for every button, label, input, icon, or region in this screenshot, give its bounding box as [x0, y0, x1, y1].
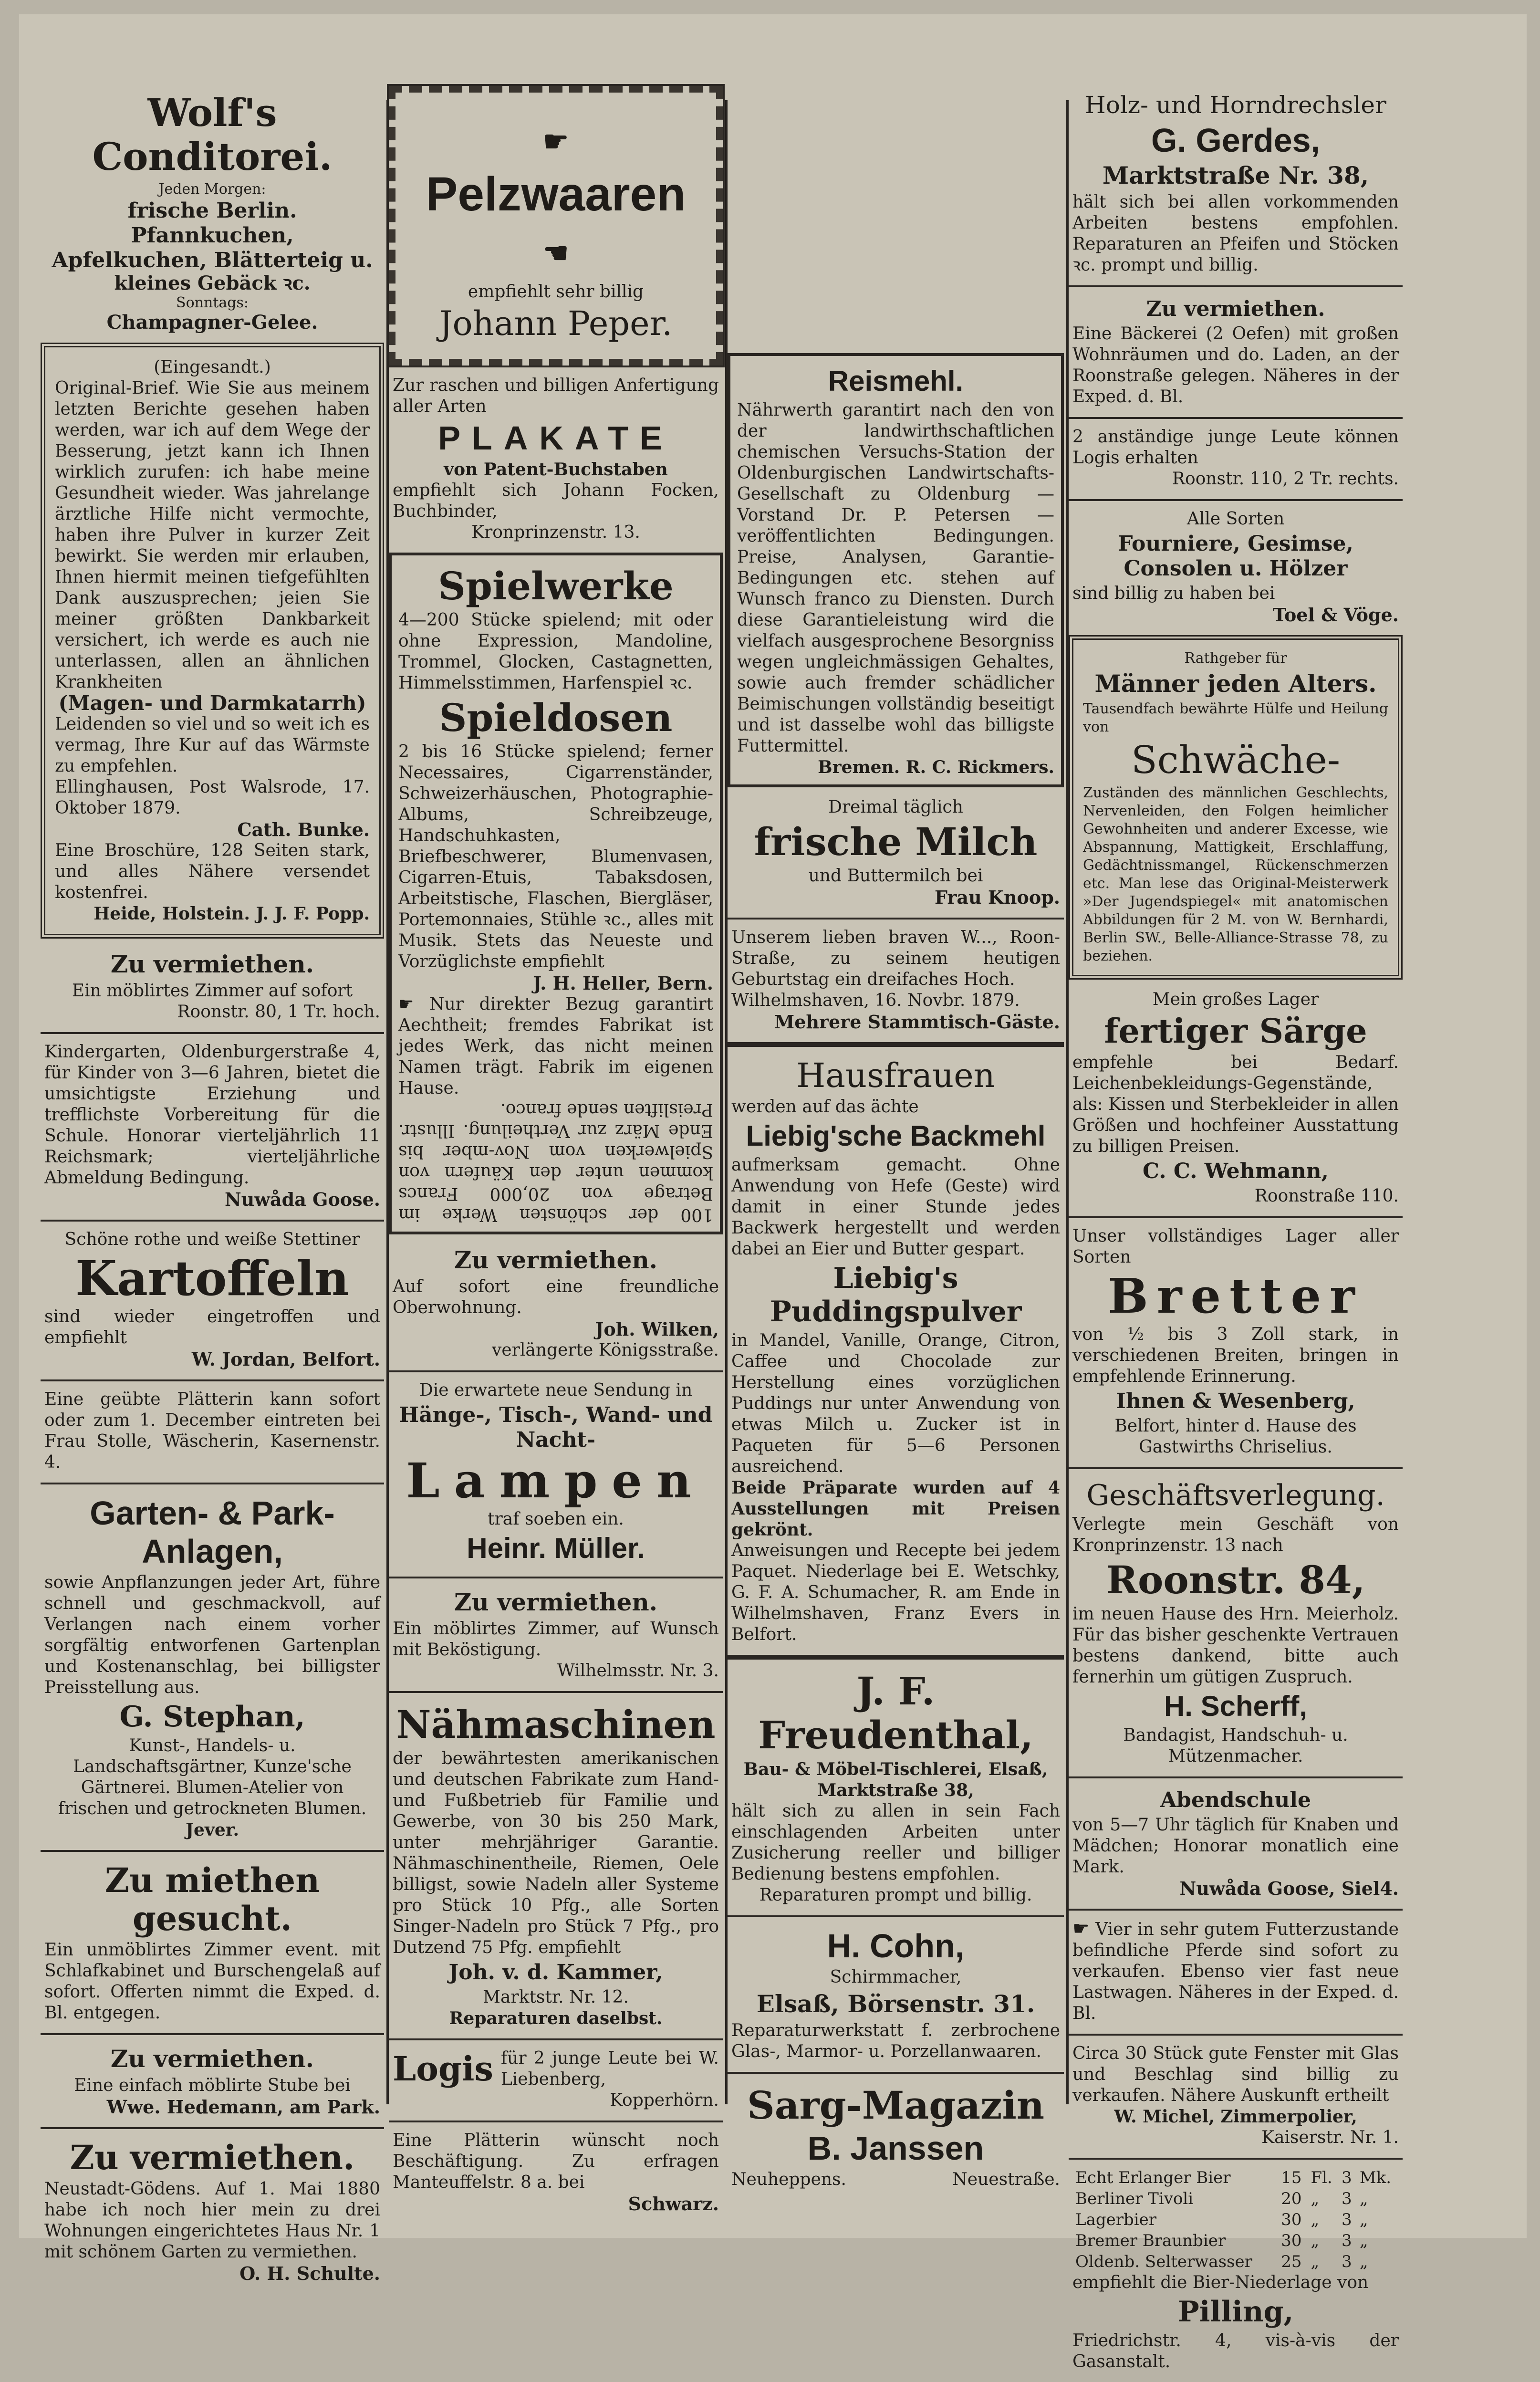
ad-miethen-gesucht: Zu miethen gesucht. Ein unmöblirtes Zimmer event. mit Schlafkabinet und Burschengelaß auf sofort. Offerten nimmt die Exped. d. Bl. entgegen.	[44, 1860, 380, 2023]
pointing-hand-icon: ☚	[543, 237, 569, 269]
ad-liebig: Hausfrauen werden auf das ächte Liebig'sche Backmehl aufmerksam gemacht. Ohne Anwendung von Hefe (Geste) wird damit in einer Stunde jedes Backwerk hergestellt und werden dabei an Eier und Butter gespart. Liebig's Puddingspulver in Mandel, Vanille, Orange, Citron, Caffee und Chocolade zur Herstellung eines vorzüglichen Puddings nur unter Anwendung von etwas Milch u. Zucker ist in Paqueten für 5—6 Personen ausreichend. Beide Präparate wurden auf 4 Ausstellungen mit Preisen gekrönt. Anweisungen und Recepte bei jedem Paquet. Niederlage bei E. Wetschky, G. F. A. Schumacher, R. am Ende in Wilhelmshaven, Franz Evers in Belfort.	[731, 1056, 1060, 1644]
ad-lampen: Die erwartete neue Sendung in Hänge-, Tisch-, Wand- und Nacht- Lampen traf soeben ein. Heinr. Müller.	[399, 1380, 713, 1564]
pointing-hand-icon: ☛	[543, 125, 569, 157]
price-cell: „	[1359, 2252, 1368, 2271]
ad-freudenthal: J. F. Freudenthal, Bau- & Möbel-Tischlerei, Elsaß, Marktstraße 38, hält sich zu allen in sein Fach einschlagenden Arbeiten unter Zusicherung reeller und billiger Bedienung bestens empfohlen. Reparaturen prompt und billig.	[731, 1669, 1060, 1905]
pointing-hand-icon: ☛	[398, 994, 414, 1014]
price-cell: 30	[1281, 2231, 1302, 2250]
ad-rent-6: Zu vermiethen. Eine Bäckerei (2 Oefen) mit großen Wohnräumen und do. Laden, an der Roonstraße gelegen. Näheres in der Exped. d. Bl.	[1072, 297, 1399, 407]
price-cell: Bremer Braunbier	[1075, 2231, 1226, 2250]
column-1	[41, 86, 384, 2294]
price-row	[1072, 2209, 1399, 2230]
price-cell: Fl.	[1311, 2168, 1332, 2187]
price-cell: 15	[1281, 2168, 1302, 2187]
price-cell: Echt Erlanger Bier	[1075, 2168, 1231, 2187]
ad-plaetterin-2: Eine Plätterin wünscht noch Beschäftigung. Zu erfragen Manteuffelstr. 8 a. bei Schwarz.	[393, 2131, 719, 2215]
ad-naehmaschinen: Nähmaschinen der bewährtesten amerikanischen und deutschen Fabrikate zum Hand- und Fußbetrieb für Familie und Gewerbe, von 30 bis 250 Mark, unter mehrjähriger Garantie. Nähmaschinentheile, Riemen, Oele billigst, sowie Nadeln aller Systeme pro Stück 10 Pfg., alle Sorten Singer-Nadeln pro Stück 7 Pfg., pro Dutzend 75 Pfg. empfiehlt Joh. v. d. Kammer, Marktstr. Nr. 12. Reparaturen daselbst.	[393, 1702, 719, 2028]
price-cell: 3	[1341, 2168, 1352, 2187]
upside-down-notice: 100 der schönsten Werke im Betrage von 20,000 Francs kommen unter den Käufern von Spielwerken vom Nov-mber bis Ende März zur Vertheilung. Illustr. Preisliften sende franco.	[398, 1100, 713, 1224]
price-cell: „	[1311, 2210, 1320, 2229]
ad-gerdes: Holz- und Horndrechsler G. Gerdes, Marktstraße Nr. 38, hält sich bei allen vorkommenden Arbeiten bestens empfohlen. Reparaturen an Pfeifen und Stöcken ꝛc. prompt und billig.	[1072, 91, 1399, 275]
column-4	[1069, 86, 1403, 2382]
ad-plaetterin: Eine geübte Plätterin kann sofort oder zum 1. December eintreten bei Frau Stolle, Wäscherin, Kasernenstr. 4.	[44, 1390, 380, 1472]
ad-rent-1: Zu vermiethen. Ein möblirtes Zimmer auf sofort Roonstr. 80, 1 Tr. hoch.	[72, 950, 380, 1022]
ad-bier-niederlage: Echt Erlanger Bier 15 Fl. 3 Mk. Berliner Tivoli 20 „ 3 „ Lagerbier 30 „ 3 „ Bremer Braunbier 30 „ 3 „ Oldenb. Selterwasser 25 „ 3 „ empfiehlt die Bier-Niederlage von Pilling, Friedrichstr. 4, vis-à-vis der Gasanstalt.	[1072, 2168, 1399, 2372]
price-cell: 3	[1341, 2231, 1352, 2250]
ad-fourniere: Alle Sorten Fourniere, Gesimse, Consolen u. Hölzer sind billig zu haben bei Toel & Vöge.	[1072, 509, 1399, 626]
ad-rent-3: Zu vermiethen. Neustadt-Gödens. Auf 1. Mai 1880 habe ich noch hier mein zu drei Wohnungen eingerichtetes Haus Nr. 1 mit schönem Garten zu vermiethen. O. H. Schulte.	[44, 2138, 380, 2284]
ad-saerge: Mein großes Lager fertiger Särge empfehle bei Bedarf. Leichenbekleidungs-Gegenstände, als: Kissen und Sterbekleider in allen Größen und hochfeiner Ausstattung zu billigen Preisen. C. C. Wehmann, Roonstraße 110.	[1072, 990, 1399, 1206]
ad-wolf-conditorei: Wolf's Conditorei. Jeden Morgen: frische Berlin. Pfannkuchen, Apfelkuchen, Blätterteig u. kleines Gebäck ꝛc. Sonntags: Champagner-Gelee.	[41, 86, 384, 336]
ad-kartoffeln: Schöne rothe und weiße Stettiner Kartoffeln sind wieder eingetroffen und empfiehlt W. Jordan, Belfort.	[44, 1230, 380, 1370]
price-cell: Berliner Tivoli	[1075, 2189, 1194, 2208]
ad-rent-2: Zu vermiethen. Eine einfach möblirte Stube bei Wwe. Hedemann, am Park.	[74, 2045, 380, 2118]
price-cell: „	[1311, 2231, 1320, 2250]
price-cell: „	[1359, 2189, 1368, 2208]
price-cell: „	[1311, 2252, 1320, 2271]
pointing-hand-icon: ☛	[1072, 1918, 1090, 1940]
price-cell: 3	[1341, 2189, 1352, 2208]
newspaper-page	[19, 14, 1527, 2372]
price-cell: „	[1311, 2189, 1320, 2208]
price-cell: Mk.	[1359, 2168, 1392, 2187]
ad-milch: Dreimal täglich frische Milch und Buttermilch bei Frau Knoop.	[754, 797, 1060, 908]
price-table	[1072, 2167, 1399, 2272]
ad-title: Wolf's Conditorei.	[92, 90, 333, 179]
price-cell: 20	[1281, 2189, 1302, 2208]
ad-rent-4: Zu vermiethen. Auf sofort eine freundliche Oberwohnung. Joh. Wilken, verlängerte Königsstraße.	[393, 1246, 719, 1360]
ad-geschaeftsverlegung: Geschäftsverlegung. Verlegte mein Geschäft von Kronprinzenstr. 13 nach Roonstr. 84, im neuen Hause des Hrn. Meierholz. Für das bisher geschenkte Vertrauen bestens dankend, bitte auch fernerhin um gütigen Zuspruch. H. Scherff, Bandagist, Handschuh- u. Mützenmacher.	[1072, 1479, 1399, 1766]
ad-logis: Logis für 2 junge Leute bei W. Liebenberg, Kopperhörn.	[393, 2048, 719, 2110]
price-cell: 25	[1281, 2252, 1302, 2271]
ad-fenster: Circa 30 Stück gute Fenster mit Glas und Beschlag sind billig zu verkaufen. Nähere Auskunft ertheilt W. Michel, Zimmerpolier, Kaiserstr. Nr. 1.	[1072, 2044, 1399, 2147]
ad-rent-5: Zu vermiethen. Ein möblirtes Zimmer, auf Wunsch mit Beköstigung. Wilhelmsstr. Nr. 3.	[393, 1588, 719, 1681]
ad-pelzwaaren: ☛ Pelzwaaren ☚ empfiehlt sehr billig Johann Peper.	[389, 86, 723, 366]
ad-birthday: Unserem lieben braven W..., Roon-Straße, zu seinem heutigen Geburtstag ein dreifaches Hoch. Wilhelmshaven, 16. Novbr. 1879. Mehrere Stammtisch-Gäste.	[731, 928, 1060, 1033]
price-cell: „	[1359, 2210, 1368, 2229]
price-cell: 3	[1341, 2252, 1352, 2271]
ad-spielwerke: Spielwerke 4—200 Stücke spielend; mit oder ohne Expression, Mandoline, Trommel, Glocken, Castagnetten, Himmelsstimmen, Harfenspiel ꝛc. Spieldosen 2 bis 16 Stücke spielend; ferner Necessaires, Cigarrenständer, Schweizerhäuschen, Photographie-Albums, Schreibzeuge, Handschuhkasten, Briefbeschwerer, Blumenvasen, Cigarren-Etuis, Tabaksdosen, Arbeitstische, Flaschen, Biergläser, Portemonnaies, Stühle ꝛc., alles mit Musik. Stets das Neueste und Vorzüglichste empfiehlt J. H. Heller, Bern. ☛ Nur direkter Bezug garantirt Aechtheit; fremdes Fabrikat ist jedes Werk, das nicht meinen Namen trägt. Fabrik im eigenen Hause. 100 der schönsten Werke im Betrage von 20,000 Francs kommen unter den Käufern von Spielwerken vom Nov-mber bis Ende März zur Vertheilung. Illustr. Preisliften sende franco.	[389, 553, 723, 1234]
price-cell: 30	[1281, 2210, 1302, 2229]
ad-pferde: ☛ Vier in sehr gutem Futterzustande befindliche Pferde sind sofort zu verkaufen. Ebenso vier fast neue Lastwagen. Näheres in der Exped. d. Bl.	[1072, 1918, 1399, 2023]
price-row	[1072, 2251, 1399, 2272]
ad-rathgeber: Rathgeber für Männer jeden Alters. Tausendfach bewährte Hülfe und Heilung von Schwäche- Zuständen des männlichen Geschlechts, Nervenleiden, den Folgen heimlicher Gewohnheiten und anderer Excesse, wie Abspannung, Mattigkeit, Erschlaffung, Gedächtnissmangel, Rückenschmerzen etc. Man lese das Original-Meisterwerk »Der Jugendspiegel« mit anatomischen Abbildungen für 2 M. von W. Bernhardi, Berlin SW., Belle-Alliance-Strasse 78, zu beziehen.	[1069, 635, 1403, 980]
price-cell: Lagerbier	[1075, 2210, 1156, 2229]
price-row	[1072, 2167, 1399, 2188]
ad-garten: Garten- & Park-Anlagen, sowie Anpflanzungen jeder Art, führe schnell und geschmackvoll, auf Verlangen nach einem vorher sorgfältig entworfenen Gartenplan und Kostenanschlag, bei billigster Preisstellung aus. G. Stephan, Kunst-, Handels- u. Landschaftsgärtner, Kunze'sche Gärtnerei. Blumen-Atelier von frischen und getrockneten Blumen. Jever.	[44, 1494, 380, 1840]
ad-sarg-magazin: Sarg-Magazin B. Janssen Neuheppens. Neuestraße.	[731, 2083, 1060, 2189]
column-3	[728, 86, 1064, 2200]
price-cell: Oldenb. Selterwasser	[1075, 2252, 1252, 2271]
ad-popp-testimonial: (Eingesandt.) Original-Brief. Wie Sie aus meinem letzten Berichte gesehen haben werden, war ich auf dem Wege der Besserung, jetzt kann ich Ihnen wirklich zurufen: ich habe meine Gesundheit wieder. Was jahrelange ärztliche Hilfe nicht vermochte, haben ihre Pulver in kurzer Zeit bewirkt. Sie werden mir erlauben, Ihnen hiermit meinen tiefgefühlten Dank auszusprechen; jeien Sie meiner größten Dankbarkeit versichert, ich werde es auch nie unterlassen, allen an ähnlichen Krankheiten (Magen- und Darmkatarrh) Leidenden so viel und so weit ich es vermag, Ihre Kur auf das Wärmste zu empfehlen. Ellinghausen, Post Walsrode, 17. Oktober 1879. Cath. Bunke. Eine Broschüre, 128 Seiten stark, und alles Nähere versendet kostenfrei. Heide, Holstein. J. J. F. Popp.	[41, 343, 384, 939]
ad-abendschule: Abendschule von 5—7 Uhr täglich für Knaben und Mädchen; Honorar monatlich eine Mark. Nuwåda Goose, Siel4.	[1072, 1788, 1399, 1899]
price-cell: „	[1359, 2231, 1368, 2250]
ad-bretter: Unser vollständiges Lager aller Sorten Bretter von ½ bis 3 Zoll stark, in verschiedenen Breiten, bringen in empfehlende Erinnerung. Ihnen & Wesenberg, Belfort, hinter d. Hause des Gastwirths Chriselius.	[1072, 1226, 1399, 1457]
ad-kindergarten: Kindergarten, Oldenburgerstraße 4, für Kinder von 3—6 Jahren, bietet die umsichtigste Erziehung und trefflichste Vorbereitung für die Schule. Honorar vierteljährlich 11 Reichsmark; vierteljährliche Abmeldung Bedingung. Nuwåda Goose.	[44, 1042, 380, 1210]
ad-cohn: H. Cohn, Schirmmacher, Elsaß, Börsenstr. 31. Reparaturwerkstatt f. zerbrochene Glas-, Marmor- u. Porzellanwaaren.	[731, 1927, 1060, 2061]
price-row	[1072, 2230, 1399, 2251]
ad-logis-2: 2 anständige junge Leute können Logis erhalten Roonstr. 110, 2 Tr. rechts.	[1072, 427, 1399, 489]
ad-plakate: Zur raschen und billigen Anfertigung aller Arten PLAKATE von Patent-Buchstaben empfiehlt sich Johann Focken, Buchbinder, Kronprinzenstr. 13.	[393, 376, 719, 542]
column-2	[389, 86, 723, 2224]
ad-reismehl: Reismehl. Nährwerth garantirt nach den von der landwirthschaftlichen chemischen Versuchs-Station der Oldenburgischen Landwirtschafts-Gesellschaft zu Oldenburg — Vorstand Dr. P. Petersen — veröffentlichten Bedingungen. Preise, Analysen, Garantie-Bedingungen etc. stehen auf Wunsch franco zu Diensten. Durch diese Garantieleistung wird die vielfach ausgesprochene Besorgniss wegen ungleichmässigen Gehaltes, sowie auch fremder schädlicher Beimischungen vollständig beseitigt und ist dasselbe wohl das billigste Futtermittel. Bremen. R. C. Rickmers.	[728, 353, 1064, 787]
price-cell: 3	[1341, 2210, 1352, 2229]
price-row	[1072, 2188, 1399, 2209]
